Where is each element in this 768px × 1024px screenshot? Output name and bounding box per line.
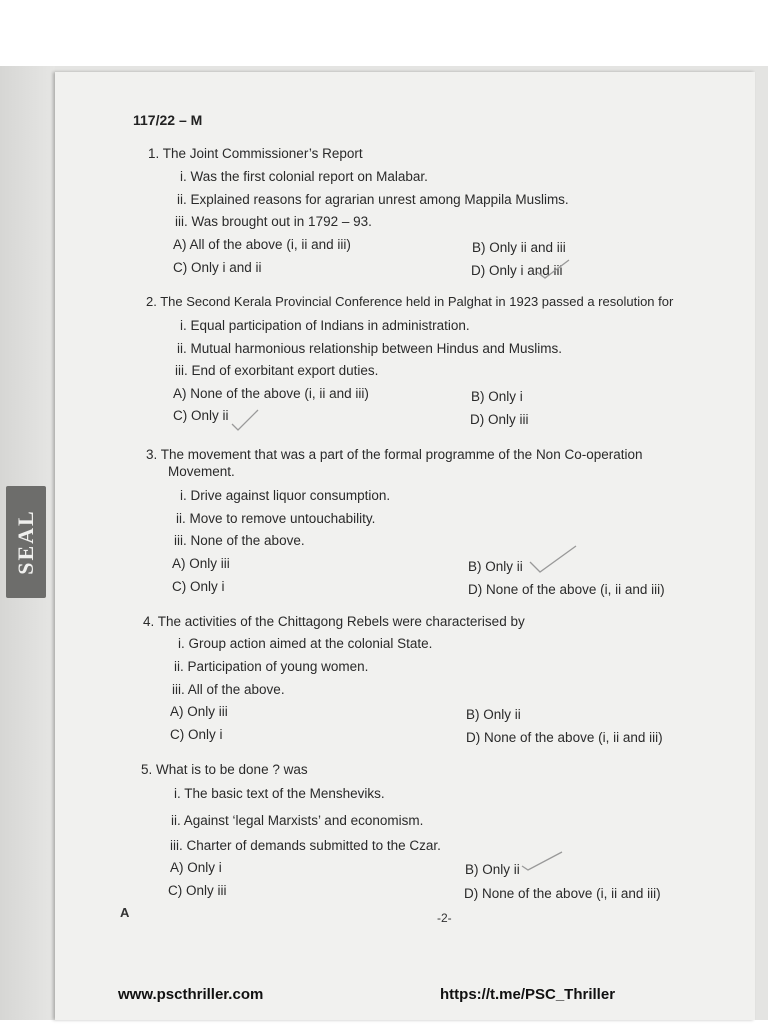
question-5-option-c: C) Only iii: [168, 883, 227, 898]
question-3-option-b: B) Only ii: [468, 559, 523, 574]
question-3-option-d: D) None of the above (i, ii and iii): [468, 582, 665, 597]
question-3-item-3: iii. None of the above.: [174, 533, 305, 548]
question-2-item-2: ii. Mutual harmonious relationship between Hindus and Muslims.: [177, 341, 562, 356]
question-1-option-b: B) Only ii and iii: [472, 240, 566, 255]
question-5-option-a: A) Only i: [170, 860, 222, 875]
question-4-item-2: ii. Participation of young women.: [174, 659, 369, 674]
question-3-item-1: i. Drive against liquor consumption.: [180, 488, 391, 503]
tick-mark-icon: [520, 848, 564, 872]
tick-mark-icon: [535, 258, 571, 280]
question-2-item-1: i. Equal participation of Indians in administration.: [180, 318, 470, 333]
question-4-option-a: A) Only iii: [170, 704, 228, 719]
question-1-option-a: A) All of the above (i, ii and iii): [173, 237, 351, 252]
question-1-item-1: i. Was the first colonial report on Malabar.: [180, 169, 428, 184]
question-4-stem: 4. The activities of the Chittagong Rebels were characterised by: [143, 614, 525, 629]
question-2-option-d: D) Only iii: [470, 412, 529, 427]
series-code: A: [120, 905, 130, 920]
question-3-stem-continued: Movement.: [168, 464, 235, 479]
question-5-stem: 5. What is to be done ? was: [141, 762, 308, 777]
question-4-option-b: B) Only ii: [466, 707, 521, 722]
question-2-option-a: A) None of the above (i, ii and iii): [173, 386, 369, 401]
question-5-item-1: i. The basic text of the Mensheviks.: [174, 786, 385, 801]
website-link[interactable]: www.pscthriller.com: [118, 986, 264, 1003]
question-3-stem: 3. The movement that was a part of the formal programme of the Non Co-operation: [146, 447, 643, 462]
question-paper: [55, 72, 755, 1020]
question-2-item-3: iii. End of exorbitant export duties.: [175, 363, 379, 378]
question-4-item-1: i. Group action aimed at the colonial State.: [178, 636, 433, 651]
question-2-option-c: C) Only ii: [173, 408, 229, 423]
page-number: -2-: [437, 911, 452, 925]
seal-text: SEAL: [13, 509, 38, 575]
question-4-option-c: C) Only i: [170, 727, 223, 742]
question-5-item-2: ii. Against ‘legal Marxists’ and economism.: [171, 813, 424, 828]
question-5-option-d: D) None of the above (i, ii and iii): [464, 886, 661, 901]
question-3-option-c: C) Only i: [172, 579, 225, 594]
telegram-link[interactable]: https://t.me/PSC_Thriller: [440, 986, 616, 1003]
paper-code: 117/22 – M: [133, 112, 203, 128]
question-4-item-3: iii. All of the above.: [172, 682, 285, 697]
question-3-item-2: ii. Move to remove untouchability.: [176, 511, 376, 526]
seal-stamp: [6, 486, 46, 598]
question-3-option-a: A) Only iii: [172, 556, 230, 571]
question-5-item-3: iii. Charter of demands submitted to the Czar.: [170, 838, 441, 853]
question-1-stem: 1. The Joint Commissioner’s Report: [148, 146, 363, 161]
question-1-option-c: C) Only i and ii: [173, 260, 262, 275]
question-2-option-b: B) Only i: [471, 389, 523, 404]
question-4-option-d: D) None of the above (i, ii and iii): [466, 730, 663, 745]
question-1-option-d: D) Only i and iii: [471, 263, 563, 278]
question-1-item-2: ii. Explained reasons for agrarian unrest among Mappila Muslims.: [177, 192, 569, 207]
tick-mark-icon: [230, 408, 260, 432]
question-1-item-3: iii. Was brought out in 1792 – 93.: [175, 214, 372, 229]
question-2-stem: 2. The Second Kerala Provincial Conference held in Palghat in 1923 passed a resolution for: [146, 294, 674, 309]
question-5-option-b: B) Only ii: [465, 862, 520, 877]
tick-mark-icon: [528, 544, 578, 574]
